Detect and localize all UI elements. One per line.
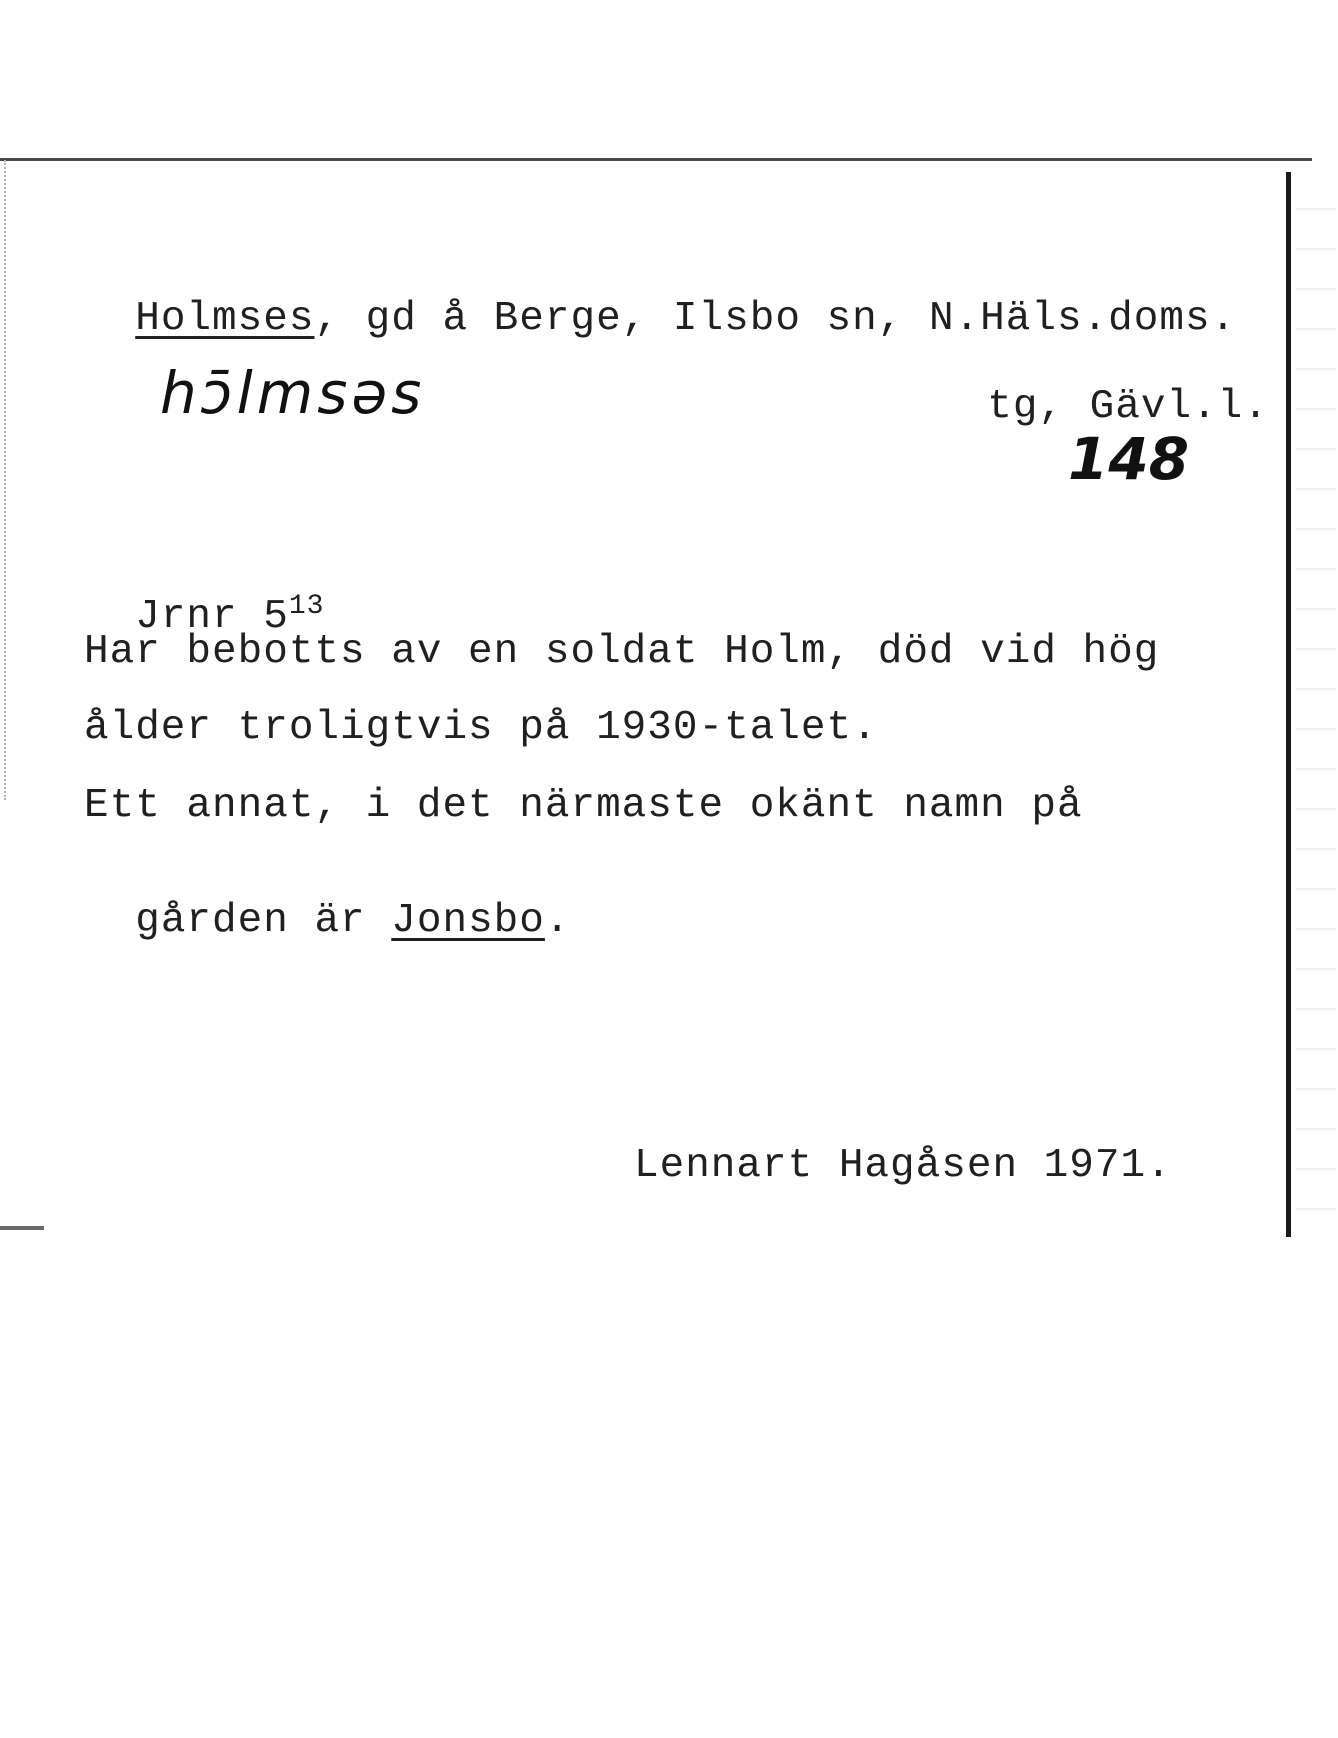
last-line-prefix: gården är — [135, 898, 392, 944]
body-line: ålder troligtvis på 1930-talet. — [84, 705, 878, 751]
handwritten-pronunciation: hɔ̄lmsəs — [160, 359, 426, 427]
header-line — [84, 258, 1236, 340]
reference-line — [84, 556, 324, 638]
last-line-suffix: . — [544, 898, 571, 944]
body-line: Ett annat, i det närmaste okänt namn på — [84, 783, 1083, 829]
body-line-last — [84, 860, 571, 942]
header-line-continued — [936, 346, 1269, 428]
card-right-edge — [1286, 172, 1291, 1237]
reference-superscript: 13 — [288, 591, 325, 622]
scan-noise — [1296, 170, 1336, 1240]
body-line: Har bebotts av en soldat Holm, död vid hög — [84, 629, 1160, 675]
card-top-edge — [0, 158, 1312, 161]
place-description-cont: tg, Gävl.l. — [987, 384, 1269, 430]
card-bottom-mark — [0, 1226, 44, 1230]
card-left-edge — [4, 160, 6, 800]
signature: Lennart Hagåsen 1971. — [634, 1143, 1172, 1189]
reference-label: Jrnr 5 — [135, 594, 289, 640]
handwritten-card-number: 148 — [1068, 425, 1190, 493]
place-name: Holmses — [135, 296, 315, 342]
alternate-name: Jonsbo — [391, 898, 545, 944]
place-description: , gd å Berge, Ilsbo sn, N.Häls.doms. — [314, 296, 1237, 342]
